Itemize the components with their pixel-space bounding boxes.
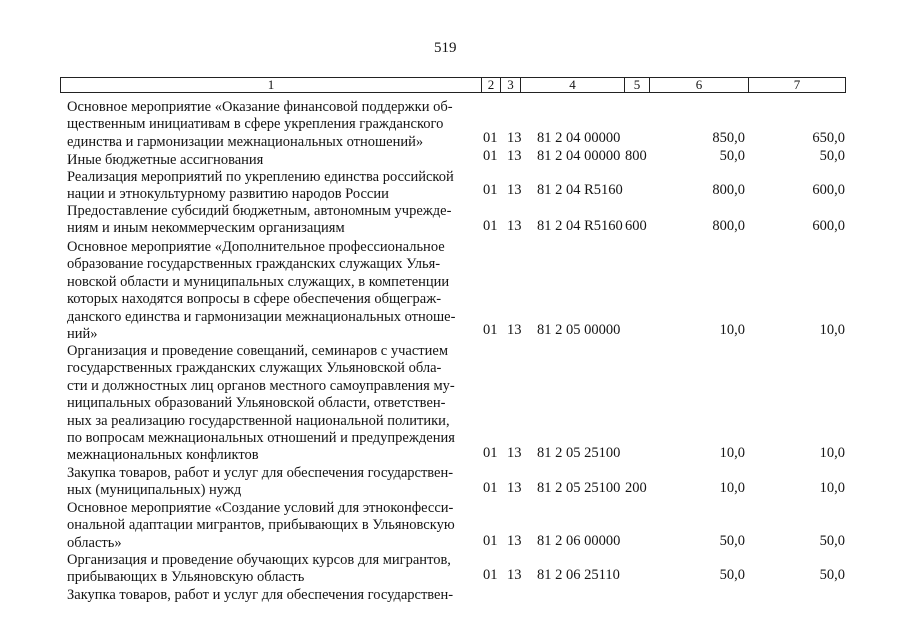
header-col-1: 1 [267,77,275,92]
row-description [67,343,479,465]
target-article-code: 81 2 05 00000 [537,322,621,338]
description-line: которых находятся вопросы в сфере обеспечения общеграж- [67,291,442,308]
description-line: Закупка товаров, работ и услуг для обеспечения государствен- [67,587,454,603]
subsection-code: 13 [507,148,522,164]
amount-col-7: 10,0 [819,445,845,461]
amount-col-7: 50,0 [819,533,845,549]
amount-col-7: 50,0 [819,148,845,164]
amount-col-7: 650,0 [812,130,845,146]
header-col-4: 4 [520,78,624,92]
description-line: прибывающих в Ульяновскую область [67,569,305,586]
description-line: государственных гражданских служащих Ульяновской обла- [67,360,442,377]
expense-type-code: 200 [625,480,647,496]
row-description [67,99,479,151]
description-line: по вопросам межнациональных отношений и предупреждения [67,430,455,447]
target-article-code: 81 2 06 00000 [537,533,621,549]
row-description [67,152,479,169]
amount-col-6: 10,0 [719,480,745,496]
row-description [67,169,479,204]
header-col-5: 5 [624,78,649,92]
section-code: 01 [483,533,498,549]
header-col-3: 3 [500,78,520,92]
description-line: Реализация мероприятий по укреплению единства российской [67,169,454,185]
section-code: 01 [483,480,498,496]
description-line: Основное мероприятие «Дополнительное профессиональное [67,239,445,255]
description-line: Основное мероприятие «Оказание финансовой поддержки об- [67,99,453,115]
description-line: Иные бюджетные ассигнования [67,152,264,168]
description-line: Основное мероприятие «Создание условий для этноконфесси- [67,500,454,516]
amount-col-7: 600,0 [812,218,845,234]
description-line: единства и гармонизации межнациональных отношений» [67,133,424,150]
amount-col-7: 600,0 [812,182,845,198]
description-line: образование государственных гражданских служащих Улья- [67,256,441,273]
subsection-code: 13 [507,322,522,338]
section-code: 01 [483,148,498,164]
description-line: нации и этнокультурному развитию народов России [67,186,389,203]
amount-col-6: 850,0 [712,130,745,146]
amount-col-7: 10,0 [819,480,845,496]
target-article-code: 81 2 04 R5160 [537,218,623,234]
description-line: межнациональных конфликтов [67,447,259,464]
target-article-code: 81 2 04 00000 [537,130,621,146]
subsection-code: 13 [507,445,522,461]
row-description [67,552,479,587]
target-article-code: 81 2 05 25100 [537,480,621,496]
row-description [67,500,479,552]
amount-col-6: 10,0 [719,322,745,338]
description-line: ниям и иным некоммерческим организациям [67,220,345,237]
description-line: ний» [67,326,98,343]
description-line: Организация и проведение обучающих курсов для мигрантов, [67,552,451,568]
amount-col-7: 10,0 [819,322,845,338]
header-col-6: 6 [649,78,748,92]
section-code: 01 [483,322,498,338]
description-line: ниципальных образований Ульяновской области, ответствен- [67,395,446,412]
subsection-code: 13 [507,130,522,146]
description-line: Предоставление субсидий бюджетным, автономным учрежде- [67,203,452,219]
row-description [67,203,479,238]
section-code: 01 [483,445,498,461]
section-code: 01 [483,130,498,146]
description-line: ных (муниципальных) нужд [67,482,242,499]
page-number: 519 [434,40,457,56]
amount-col-6: 800,0 [712,182,745,198]
amount-col-6: 50,0 [719,533,745,549]
expense-type-code: 600 [625,218,647,234]
description-line: данского единства и гармонизации межнациональных отноше- [67,308,456,325]
description-line: ональной адаптации мигрантов, прибывающих в Ульяновскую [67,517,455,534]
header-col-7: 7 [748,78,845,92]
description-line: щественным инициативам в сфере укрепления гражданского [67,116,444,133]
amount-col-6: 800,0 [712,218,745,234]
description-line: Организация и проведение совещаний, семинаров с участием [67,343,448,359]
target-article-code: 81 2 04 00000 [537,148,621,164]
description-line: сти и должностных лиц органов местного самоуправления му- [67,377,455,394]
description-line: область» [67,534,122,551]
section-code: 01 [483,182,498,198]
subsection-code: 13 [507,182,522,198]
expense-type-code: 800 [625,148,647,164]
target-article-code: 81 2 04 R5160 [537,182,623,198]
section-code: 01 [483,567,498,583]
row-description [67,587,479,604]
subsection-code: 13 [507,480,522,496]
description-line: Закупка товаров, работ и услуг для обеспечения государствен- [67,465,454,481]
subsection-code: 13 [507,218,522,234]
row-description [67,465,479,500]
section-code: 01 [483,218,498,234]
table-header [60,77,846,93]
description-line: новской области и муниципальных служащих, в компетенции [67,273,450,290]
row-description [67,239,479,343]
amount-col-6: 50,0 [719,567,745,583]
target-article-code: 81 2 05 25100 [537,445,621,461]
amount-col-7: 50,0 [819,567,845,583]
amount-col-6: 10,0 [719,445,745,461]
subsection-code: 13 [507,533,522,549]
amount-col-6: 50,0 [719,148,745,164]
description-line: ных за реализацию государственной национальной политики, [67,412,450,429]
subsection-code: 13 [507,567,522,583]
target-article-code: 81 2 06 25110 [537,567,620,583]
header-col-2: 2 [481,78,500,92]
